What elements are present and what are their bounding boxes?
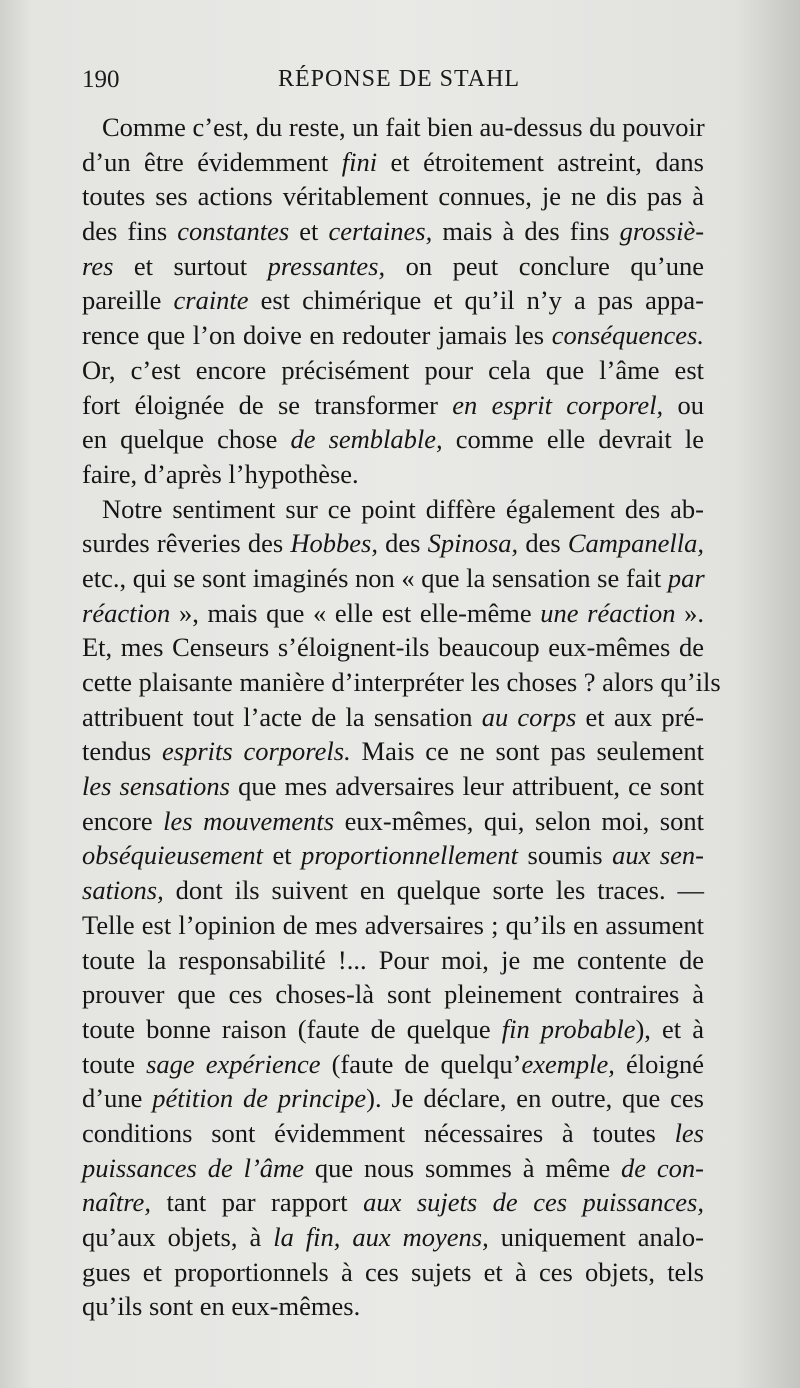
text-segment: des [377,528,428,559]
text-segment: que nous sommes à même [303,1152,621,1183]
text-segment: prouver que ces choses-là sont pleinement contraires à [82,979,704,1010]
text-line [82,353,704,388]
italic-text: pétition de principe [152,1083,367,1114]
italic-text: certaines, [328,216,433,247]
text-line [82,804,704,839]
text-line [82,977,704,1012]
text-segment: toute [82,1048,147,1079]
text-line [82,179,704,214]
text-segment: et [289,216,329,247]
text-segment: ), et à [635,1013,704,1044]
italic-text: réaction [82,597,171,628]
text-segment: et étroitement astreint, dans [377,146,704,177]
text-segment: et aux pré- [576,701,704,732]
italic-text: en esprit corporel, [452,389,664,420]
text-segment: d’une [82,1083,153,1114]
italic-text: puissances de l’âme [82,1152,304,1183]
text-line [82,943,704,978]
text-line [82,1047,704,1082]
text-segment: comme elle devrait le [442,424,704,455]
text-line [82,1220,704,1255]
text-segment: ou [663,389,704,420]
text-segment: », mais que « elle est elle-même [170,597,541,628]
italic-text: au corps [481,701,577,732]
text-line [82,873,704,908]
text-segment: faire, d’après l’hypothèse. [82,458,359,489]
italic-text: res [82,250,114,281]
text-segment: gues et proportionnels à ces sujets et à ces objets, tels [82,1256,704,1287]
text-segment: est chimérique et qu’il n’y a pas appa- [248,285,704,316]
text-segment: Or, c’est encore précisément pour cela que l’âme est [82,354,704,385]
italic-text: Hobbes, [290,528,378,559]
text-segment: qu’aux objets, à [82,1222,274,1252]
text-line [82,561,704,596]
italic-text: proportionnellement [301,840,519,871]
text-segment: ). Je déclare, en outre, que ces [366,1083,704,1114]
text-segment: encore [82,805,164,836]
italic-text: pressantes, [267,250,386,281]
text-segment: que mes adversaires leur attribuent, ce sont [229,771,704,802]
text-line [82,214,704,249]
text-segment: des fins [82,216,178,247]
italic-text: Campanella, [567,528,704,559]
text-segment: en quelque chose [82,424,291,455]
italic-text: les [674,1117,704,1148]
text-segment: tant par rapport [150,1187,364,1218]
italic-text: esprits corporels. [162,736,351,767]
text-line [82,249,704,284]
italic-text: exemple, [521,1048,615,1079]
text-segment: Telle est l’opinion de mes adversaires ; qu’ils en assument [82,909,704,940]
text-segment: ». [675,597,705,628]
italic-text: constantes [177,216,290,247]
italic-text: aux sen- [612,840,705,871]
text-segment: Comme c’est, du reste, un fait bien au-dessus du pouvoir [102,112,705,142]
italic-text: fin probable [501,1013,636,1044]
italic-text: crainte [173,285,249,316]
italic-text: naître, [82,1187,151,1218]
text-segment: Et, mes Censeurs s’éloignent-ils beaucoup eux-mêmes de [82,632,704,663]
text-segment: (faute de quelqu’ [320,1048,522,1079]
text-segment: soumis [518,840,613,871]
italic-text: de semblable, [290,424,443,455]
text-line [82,1255,704,1290]
text-line [82,1081,704,1116]
text-segment: Mais ce ne sont pas seulement [350,736,704,767]
text-segment: attribuent tout l’acte de la sensation [82,701,482,732]
text-line [82,457,704,492]
text-line [82,596,704,631]
italic-text: les sensations [82,771,230,802]
page-header [82,66,708,106]
text-segment: rence que l’on doive en redouter jamais les [82,320,552,351]
text-segment: on peut conclure qu’une [385,250,704,281]
text-segment: uniquement analo- [488,1222,704,1252]
italic-text: Spinosa, [427,528,519,559]
italic-text: de con- [621,1152,704,1183]
italic-text: aux sujets de ces puissances, [363,1187,704,1218]
text-line [82,1151,704,1186]
text-line [82,145,704,180]
text-segment: éloigné [614,1048,705,1079]
text-line [82,110,704,145]
text-line [82,1012,704,1047]
page-number: 190 [82,66,120,93]
italic-text: fini [341,146,378,177]
text-line [82,908,704,943]
italic-text: conséquences. [551,320,704,351]
italic-text: une réaction [540,597,676,628]
text-line [82,769,704,804]
text-segment: conditions sont évidemment nécessaires à toutes [82,1117,675,1148]
text-segment: et surtout [113,250,268,281]
text-line [82,734,704,769]
text-line [82,526,704,561]
text-segment: toute la responsabilité !... Pour moi, je me contente de [82,944,704,975]
text-segment: d’un être évidemment [82,146,342,177]
text-line [82,283,704,318]
italic-text: obséquieusement [82,840,264,871]
text-segment: toute bonne raison (faute de quelque [82,1013,502,1044]
text-line [82,1289,704,1324]
italic-text: la fin, aux moyens, [273,1222,489,1252]
text-line [82,1116,704,1151]
italic-text: grossiè- [619,216,705,247]
text-segment: surdes rêveries des [82,528,291,559]
italic-text: sage expérience [146,1048,321,1079]
text-segment: fort éloignée de se transformer [82,389,453,420]
text-line [82,1185,704,1220]
text-line [82,700,704,735]
text-segment: cette plaisante manière d’interpréter les choses ? alors qu’ils [82,667,721,697]
text-segment: tendus [82,736,162,767]
text-line [82,492,704,527]
text-segment: et [263,840,302,871]
text-segment: etc., qui se sont imaginés non « que la sensation se fait [82,562,668,593]
italic-text: par [667,562,705,593]
body-text [82,110,721,1324]
text-segment: eux-mêmes, qui, selon moi, sont [334,805,704,836]
running-title: RÉPONSE DE STAHL [278,66,521,92]
text-segment: pareille [82,285,174,316]
text-line [82,318,704,353]
text-line [82,388,704,423]
text-segment: des [518,528,568,559]
text-line [82,665,721,700]
text-segment: mais à des fins [432,216,620,247]
text-line [82,838,704,873]
italic-text: les mouvements [163,805,335,836]
text-segment: dont ils suivent en quelque sorte les traces. — [163,875,704,906]
italic-text: sations, [82,875,164,906]
text-segment: toutes ses actions véritablement connues, je ne dis pas à [82,181,704,212]
text-line [82,422,704,457]
text-line [82,630,704,665]
text-segment: Notre sentiment sur ce point diffère également des ab- [102,493,704,524]
text-segment: qu’ils sont en eux-mêmes. [82,1291,361,1322]
